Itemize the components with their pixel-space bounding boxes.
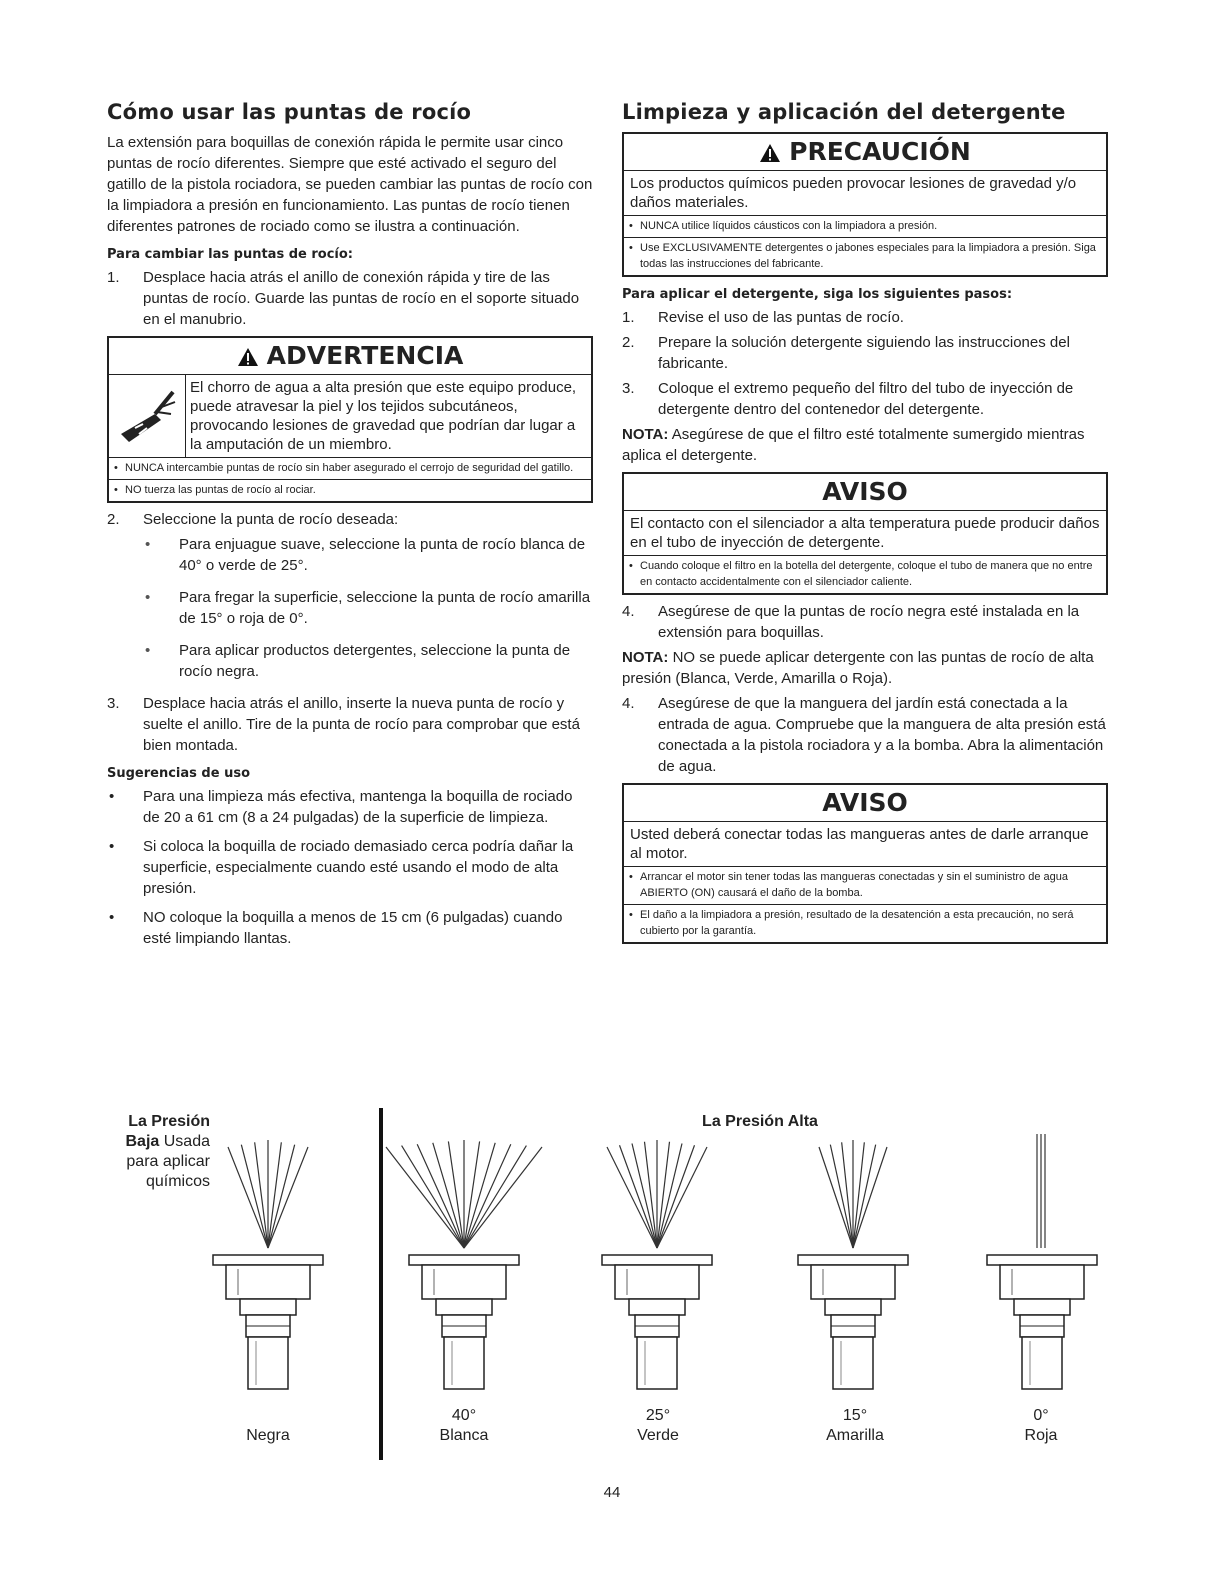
caution-box (622, 132, 1108, 277)
subheading-tips: Sugerencias de uso (107, 766, 250, 781)
spray-line (268, 1145, 295, 1248)
notice-box-1 (622, 472, 1108, 595)
detergent-step: 1. Revise el uso de las puntas de rocío. (622, 309, 904, 326)
step-2-option: • Para aplicar productos detergentes, seleccione la punta de rocío negra. (107, 640, 593, 682)
step-2: 2. Seleccione la punta de rocío deseada: (107, 511, 399, 528)
spray-line (657, 1147, 707, 1248)
spray-line (607, 1147, 657, 1248)
warning-triangle-icon (759, 143, 781, 163)
high-pressure-label: La Presión Alta (702, 1113, 818, 1130)
nozzle-stem (637, 1337, 677, 1389)
nozzle-cap (602, 1255, 712, 1265)
detergent-step-4b: 4. Asegúrese de que la manguera del jardín está conectada a la entrada de agua. Compruebe que la manguera de alta presión está conectada a la pistola rociadora y a la bomba. Abra la alimentación de agua. (622, 695, 1106, 775)
warning-triangle-icon (237, 347, 259, 367)
tip-item: • Para una limpieza más efectiva, mantenga la boquilla de rociado de 20 a 61 cm (8 a 24 pulgadas) de la superficie de limpieza. (107, 786, 593, 828)
spray-line (464, 1146, 526, 1248)
subheading-apply-detergent: Para aplicar el detergente, siga los siguientes pasos: (622, 287, 1013, 302)
nozzle-cap (798, 1255, 908, 1265)
caution-lead: Los productos químicos pueden provocar lesiones de gravedad y/o daños materiales. (624, 171, 1106, 216)
notice-lead: El contacto con el silenciador a alta temperatura puede producir daños en el tubo de inyección de detergente. (624, 511, 1106, 556)
detergent-step: 2. Prepare la solución detergente siguiendo las instrucciones del fabricante. (622, 334, 1070, 372)
nozzle-head (422, 1265, 506, 1299)
note-1: NOTA: Asegúrese de que el filtro esté totalmente sumergido mientras aplica el detergente. (622, 426, 1085, 464)
notice-lead: Usted deberá conectar todas las mangueras antes de darle arranque al motor. (624, 822, 1106, 867)
right-column (622, 100, 1108, 950)
nozzle-stem (1022, 1337, 1062, 1389)
intro-paragraph: La extensión para boquillas de conexión rápida le permite usar cinco puntas de rocío diferentes. Siempre que esté activado el seguro del gatillo de la pistola rociadora, se pueden cambiar las puntas de rocío con la limpiadora a presión en funcionamiento. Las puntas de rocío tienen diferentes patrones de rociado como se ilustra a continuación. (107, 134, 593, 235)
nozzle-cap (409, 1255, 519, 1265)
nozzle-collar (436, 1299, 492, 1315)
warning-title: ADVERTENCIA (109, 338, 591, 375)
notice-bullet: • Cuando coloque el filtro en la botella del detergente, coloque el tubo de manera que no entre en contacto accidentalmente con el silenciador caliente. (624, 556, 1106, 593)
tip-label-blanca: 40° Blanca (439, 1407, 489, 1444)
notice-title: AVISO (624, 785, 1106, 822)
caution-bullet: • NUNCA utilice líquidos cáusticos con la limpiadora a presión. (624, 216, 1106, 238)
tip-label-roja: 0° Roja (1024, 1407, 1058, 1444)
tip-label-amarilla: 15° Amarilla (826, 1407, 884, 1444)
nozzle-collar (240, 1299, 296, 1315)
spray-line (632, 1144, 657, 1249)
spray-line (830, 1145, 853, 1248)
spray-line (657, 1144, 682, 1249)
step-1: 1. Desplace hacia atrás el anillo de conexión rápida y tire de las puntas de rocío. Guarde las puntas de rocío en el soporte situado en el manubrio. (107, 269, 580, 328)
nozzle-head (1000, 1265, 1084, 1299)
nozzle-head (811, 1265, 895, 1299)
warning-bullet: • NUNCA intercambie puntas de rocío sin haber asegurado el cerrojo de seguridad del gatillo. (109, 458, 591, 480)
page-number: 44 (603, 1484, 621, 1501)
notice-title: AVISO (624, 474, 1106, 511)
spray-line (241, 1145, 268, 1248)
nozzle-head (226, 1265, 310, 1299)
tip-item: • NO coloque la boquilla a menos de 15 cm (6 pulgadas) cuando esté limpiando llantas. (107, 907, 593, 949)
spray-line (433, 1143, 464, 1248)
notice-bullet: • Arrancar el motor sin tener todas las mangueras conectadas y sin el suministro de agua ABIERTO (ON) causará el daño de la bomba. (624, 867, 1106, 905)
nozzle-collar (1014, 1299, 1070, 1315)
warning-box (107, 336, 593, 503)
caution-bullet: • Use EXCLUSIVAMENTE detergentes o jabones especiales para la limpiadora a presión. Siga todas las instrucciones del fabricante. (624, 238, 1106, 275)
warning-body: El chorro de agua a alta presión que este equipo produce, puede atravesar la piel y los tejidos subcutáneos, provocando lesiones de gravedad que podrían dar lugar a la amputación de un miembro. (190, 379, 577, 453)
spray-line (853, 1145, 876, 1248)
notice-box-2 (622, 783, 1108, 944)
detergent-step: 3. Coloque el extremo pequeño del filtro del tubo de inyección de detergente dentro del contenedor del detergente. (622, 380, 1074, 418)
injection-hazard-icon (109, 375, 186, 457)
detergent-step-4a: 4. Asegúrese de que la puntas de rocío negra esté instalada en la extensión para boquillas. (622, 603, 1080, 641)
step-2-option: • Para enjuague suave, seleccione la punta de rocío blanca de 40° o verde de 25°. (107, 534, 593, 576)
spray-line (402, 1146, 464, 1248)
section-heading: Cómo usar las puntas de rocío (107, 100, 472, 124)
section-heading: Limpieza y aplicación del detergente (622, 100, 1066, 124)
warning-bullet: • NO tuerza las puntas de rocío al rociar. (109, 480, 591, 501)
caution-title: PRECAUCIÓN (624, 134, 1106, 171)
nozzle-head (615, 1265, 699, 1299)
left-column (107, 100, 593, 957)
subheading-change-tips: Para cambiar las puntas de rocío: (107, 247, 353, 262)
tip-item: • Si coloca la boquilla de rociado demasiado cerca podría dañar la superficie, especialmente cuando esté usando el modo de alta presión. (107, 836, 593, 899)
nozzle-stem (833, 1337, 873, 1389)
nozzle-cap (987, 1255, 1097, 1265)
nozzle-stem (444, 1337, 484, 1389)
spray-tips-diagram (0, 1100, 1224, 1480)
nozzle-stem (248, 1337, 288, 1389)
low-pressure-label: La Presión Baja Usada para aplicar químicos (125, 1113, 210, 1190)
nozzle-cap (213, 1255, 323, 1265)
step-2-option: • Para fregar la superficie, seleccione la punta de rocío amarilla de 15° o roja de 0°. (107, 587, 593, 629)
notice-bullet: • El daño a la limpiadora a presión, resultado de la desatención a esta precaución, no será cubierto por la garantía. (624, 905, 1106, 942)
spray-line (464, 1143, 495, 1248)
note-2: NOTA: NO se puede aplicar detergente con las puntas de rocío de alta presión (Blanca, Verde, Amarilla o Roja). (622, 649, 1094, 687)
nozzle-collar (825, 1299, 881, 1315)
step-3: 3. Desplace hacia atrás el anillo, inserte la nueva punta de rocío y suelte el anillo. Tire de la punta de rocío para comprobar que está bien montada. (107, 695, 580, 754)
nozzle-collar (629, 1299, 685, 1315)
tip-label-verde: 25° Verde (637, 1407, 679, 1444)
tip-label-negra: Negra (246, 1427, 290, 1444)
